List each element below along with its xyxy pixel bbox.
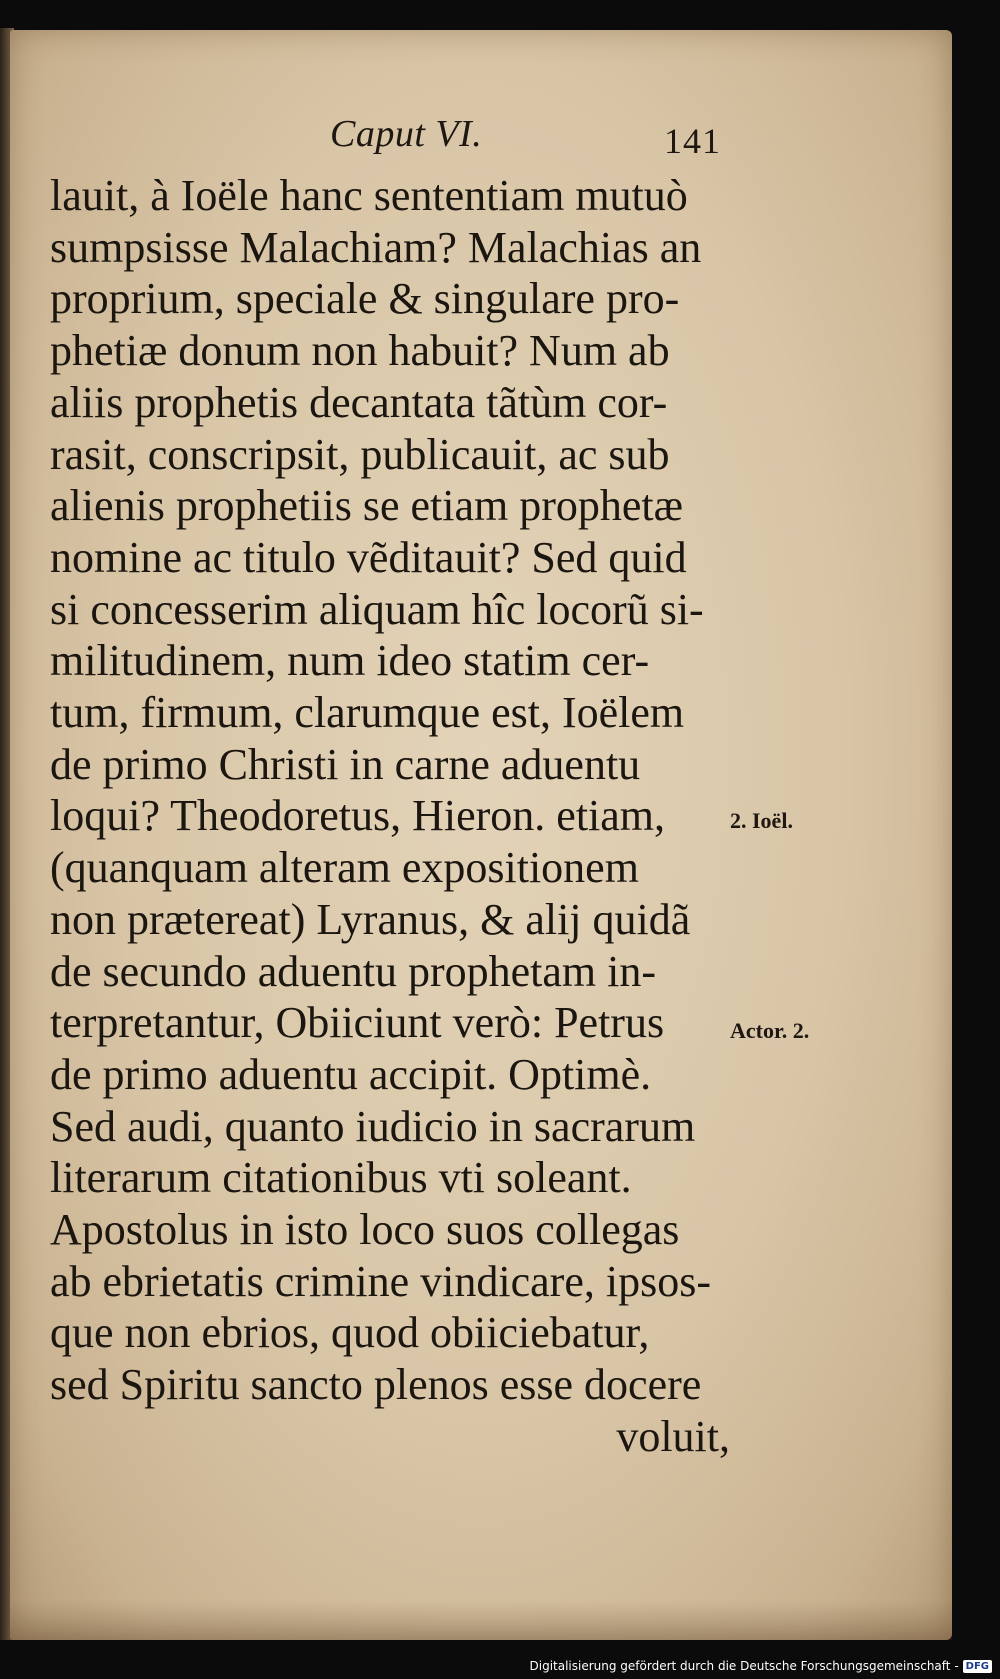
text-line: literarum citationibus vti soleant. <box>50 1153 632 1203</box>
text-line: terpretantur, Obiiciunt verò: Petrus <box>50 998 665 1048</box>
page-number: 141 <box>664 121 721 161</box>
page-bottom-shadow <box>10 1600 952 1640</box>
text-line: si concesserim aliquam hîc locorũ si- <box>50 584 704 634</box>
text-line: (quanquam alteram expositionem <box>50 843 639 893</box>
text-line: nomine ac titulo vẽditauit? Sed quid <box>50 532 687 582</box>
marginal-note-joel: 2. Ioël. <box>730 808 793 833</box>
text-line: aliis prophetis decantata tãtùm cor- <box>50 377 668 427</box>
text-line: sumpsisse Malachiam? Malachias an <box>50 222 702 272</box>
catchword: voluit, <box>616 1411 730 1461</box>
text-line: Apostolus in isto loco suos collegas <box>50 1205 680 1255</box>
text-line: phetiæ donum non habuit? Num ab <box>50 326 670 376</box>
text-line: rasit, conscripsit, publicauit, ac sub <box>50 429 670 479</box>
dfg-logo-icon: DFG <box>963 1660 992 1673</box>
text-line: de primo Christi in carne aduentu <box>50 739 641 789</box>
marginal-note-acts: Actor. 2. <box>730 1018 810 1043</box>
text-line: lauit, à Ioële hanc sententiam mutuò <box>50 171 688 220</box>
text-line: non prætereat) Lyranus, & alij quidã <box>50 894 691 944</box>
text-line: de secundo aduentu prophetam in- <box>50 946 657 996</box>
text-line: alienis prophetiis se etiam prophetæ <box>50 481 683 531</box>
text-line: loqui? Theodoretus, Hieron. etiam, <box>50 791 666 841</box>
body-text <box>50 170 730 1463</box>
digitization-footer <box>530 1659 993 1673</box>
running-head: Caput VI. <box>330 113 483 155</box>
text-line: proprium, speciale & singulare pro- <box>50 274 680 324</box>
text-line: sed Spiritu sancto plenos esse docere <box>50 1360 702 1410</box>
text-line: ab ebrietatis crimine vindicare, ipsos- <box>50 1256 711 1306</box>
footer-text: Digitalisierung gefördert durch die Deutsche Forschungsgemeinschaft - <box>529 1659 959 1673</box>
text-line: Sed audi, quanto iudicio in sacrarum <box>50 1101 696 1151</box>
text-line: que non ebrios, quod obiiciebatur, <box>50 1308 650 1358</box>
text-line: de primo aduentu accipit. Optimè. <box>50 1049 652 1099</box>
text-line: militudinem, num ideo statim cer- <box>50 636 650 686</box>
text-line: tum, firmum, clarumque est, Ioëlem <box>50 688 685 738</box>
